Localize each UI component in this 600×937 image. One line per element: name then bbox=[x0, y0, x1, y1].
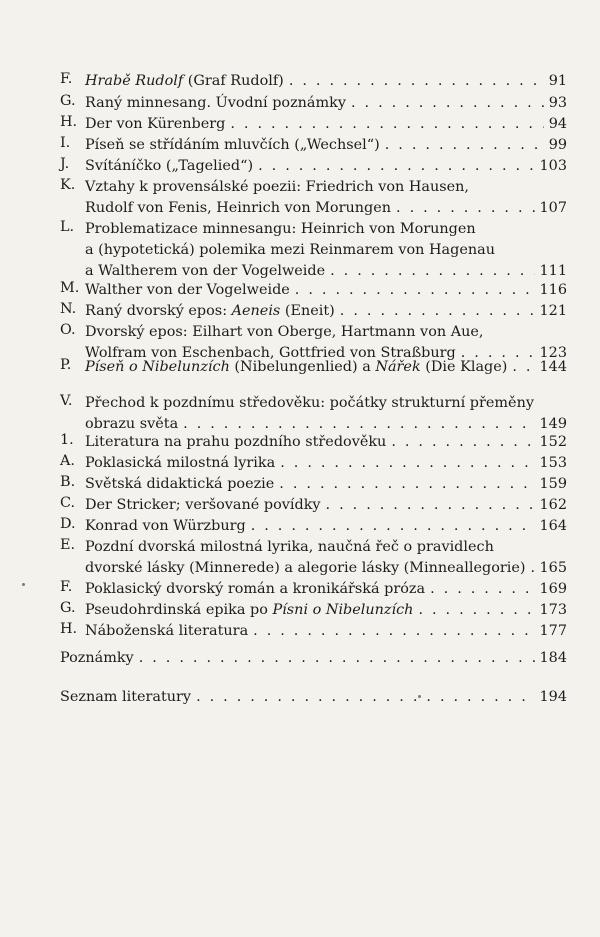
title-part: Pseudohrdinská epika po bbox=[85, 602, 273, 618]
entry-title-line-leader bbox=[85, 621, 567, 642]
title-part: Walther von der Vogelweide bbox=[85, 282, 290, 298]
page-number: 162 bbox=[539, 497, 567, 513]
entry-letter: O. bbox=[60, 322, 76, 338]
entry-letter: J. bbox=[60, 156, 70, 172]
title-part: Pozdní dvorská milostná lyrika, naučná řeč o pravidlech bbox=[85, 539, 494, 555]
toc-entry[interactable] bbox=[60, 71, 567, 92]
entry-body bbox=[85, 301, 567, 322]
entry-body bbox=[85, 474, 567, 495]
entry-title-line-leader bbox=[85, 114, 567, 135]
entry-letter: C. bbox=[60, 495, 76, 511]
entry-letter: I. bbox=[60, 135, 71, 151]
entry-title-line-leader bbox=[85, 357, 567, 378]
title-part: a (hypotetická) polemika mezi Reinmarem von Hagenau bbox=[85, 242, 495, 258]
dot-leader bbox=[295, 280, 535, 301]
entry-title-line-leader bbox=[85, 453, 567, 474]
dot-leader bbox=[258, 156, 534, 177]
title-part: a Waltherem von der Vogelweide bbox=[85, 263, 326, 279]
entry-letter: H. bbox=[60, 621, 78, 637]
entry-body bbox=[85, 453, 567, 474]
entry-title-line-leader bbox=[85, 600, 567, 621]
page-number: 184 bbox=[539, 650, 567, 666]
page-number: 107 bbox=[539, 200, 567, 216]
dot-leader bbox=[251, 516, 535, 537]
entry-title-line-leader bbox=[85, 93, 567, 114]
entry-title-line bbox=[85, 537, 567, 558]
page-number: 177 bbox=[539, 623, 567, 639]
page-number: 103 bbox=[539, 158, 567, 174]
entry-title bbox=[85, 495, 321, 516]
entry-title-line-leader bbox=[85, 71, 567, 92]
page-number: 116 bbox=[539, 282, 567, 298]
entry-title-line-leader bbox=[85, 198, 567, 219]
dot-leader bbox=[279, 474, 534, 495]
entry-title-line-leader bbox=[85, 579, 567, 600]
title-part: Der Stricker; veršované povídky bbox=[85, 497, 321, 513]
entry-body bbox=[85, 280, 567, 301]
entry-body bbox=[85, 516, 567, 537]
toc-entry[interactable] bbox=[60, 453, 567, 474]
entry-title-line-leader bbox=[85, 495, 567, 516]
entry-body bbox=[85, 495, 567, 516]
toc-extra-entry[interactable] bbox=[60, 687, 567, 708]
title-part: dvorské lásky (Minnerede) a alegorie lásky (Minneallegorie) bbox=[85, 560, 526, 576]
page-number: 152 bbox=[539, 434, 567, 450]
entry-title-line-leader bbox=[85, 156, 567, 177]
title-part: Problematizace minnesangu: Heinrich von Morungen bbox=[85, 221, 476, 237]
dot-leader bbox=[340, 301, 535, 322]
entry-title-line-leader bbox=[85, 432, 567, 453]
toc-entry[interactable] bbox=[60, 495, 567, 516]
entry-title bbox=[85, 357, 507, 378]
dot-leader bbox=[326, 495, 535, 516]
entry-title bbox=[85, 600, 413, 621]
page-number: 99 bbox=[548, 137, 567, 153]
entry-body bbox=[85, 135, 567, 156]
entry-body bbox=[85, 537, 567, 579]
entry-body bbox=[85, 393, 567, 435]
title-part: Poklasická milostná lyrika bbox=[85, 455, 276, 471]
toc-entry[interactable] bbox=[60, 432, 567, 453]
entry-title: Seznam literatury bbox=[60, 689, 192, 705]
entry-title bbox=[85, 558, 525, 579]
dot-leader bbox=[418, 600, 534, 621]
dot-leader bbox=[280, 453, 534, 474]
entry-title bbox=[85, 71, 284, 92]
entry-body bbox=[85, 219, 567, 282]
dot-leader bbox=[230, 114, 543, 135]
dot-leader bbox=[139, 648, 535, 669]
title-part: (Die Klage) bbox=[420, 359, 508, 375]
entry-title-line bbox=[85, 240, 567, 261]
toc-entry[interactable] bbox=[60, 114, 567, 135]
title-part: Konrad von Würzburg bbox=[85, 518, 246, 534]
entry-letter: E. bbox=[60, 537, 76, 553]
dot-leader bbox=[253, 621, 534, 642]
page-number: 123 bbox=[539, 345, 567, 361]
entry-title bbox=[85, 280, 290, 301]
title-part: Raný minnesang. Úvodní poznámky bbox=[85, 95, 346, 111]
entry-title bbox=[85, 395, 534, 411]
page-number: 94 bbox=[548, 116, 567, 132]
entry-body bbox=[85, 114, 567, 135]
title-part: Píseň se střídáním mluvčích („Wechsel“) bbox=[85, 137, 380, 153]
entry-title-line bbox=[85, 393, 567, 414]
page-number: 173 bbox=[539, 602, 567, 618]
page-number: 91 bbox=[548, 73, 567, 89]
entry-body bbox=[85, 600, 567, 621]
entry-letter: G. bbox=[60, 93, 76, 109]
toc-entry[interactable] bbox=[60, 177, 567, 219]
entry-body bbox=[85, 357, 567, 378]
dot-leader bbox=[512, 357, 534, 378]
entry-title-line-leader bbox=[85, 558, 567, 579]
page-number: 111 bbox=[539, 263, 567, 279]
toc-entry[interactable] bbox=[60, 219, 567, 282]
page-number: 169 bbox=[539, 581, 567, 597]
entry-title: Poznámky bbox=[60, 650, 134, 666]
entry-letter: M. bbox=[60, 280, 80, 296]
toc-entry[interactable] bbox=[60, 280, 567, 301]
page-number: 149 bbox=[539, 416, 567, 432]
title-part: (Graf Rudolf) bbox=[183, 73, 284, 89]
title-part: Wolfram von Eschenbach, Gottfried von Straßburg bbox=[85, 345, 456, 361]
page-number: 164 bbox=[539, 518, 567, 534]
page-number: 93 bbox=[548, 95, 567, 111]
dot-leader bbox=[330, 261, 534, 282]
title-part: Rudolf von Fenis, Heinrich von Morungen bbox=[85, 200, 392, 216]
toc-entry[interactable] bbox=[60, 156, 567, 177]
toc-entry[interactable] bbox=[60, 579, 567, 600]
entry-title bbox=[85, 221, 476, 237]
title-part: Dvorský epos: Eilhart von Oberge, Hartmann von Aue, bbox=[85, 324, 484, 340]
dot-leader bbox=[530, 558, 534, 579]
entry-title bbox=[85, 242, 495, 258]
entry-letter: D. bbox=[60, 516, 76, 532]
page-number: 159 bbox=[539, 476, 567, 492]
title-part: Světská didaktická poezie bbox=[85, 476, 275, 492]
title-part: Vztahy k provensálské poezii: Friedrich von Hausen, bbox=[85, 179, 469, 195]
entry-title bbox=[85, 474, 274, 495]
title-part: Poklasický dvorský román a kronikářská próza bbox=[85, 581, 426, 597]
entry-title bbox=[85, 539, 494, 555]
toc-entry[interactable] bbox=[60, 357, 567, 378]
toc-entry[interactable] bbox=[60, 621, 567, 642]
toc-entry[interactable] bbox=[60, 393, 567, 435]
title-part: Aeneis bbox=[231, 303, 281, 319]
entry-body bbox=[85, 156, 567, 177]
entry-title bbox=[85, 93, 346, 114]
entry-letter: F. bbox=[60, 579, 73, 595]
title-part: Nářek bbox=[375, 359, 421, 375]
entry-letter: K. bbox=[60, 177, 76, 193]
title-part: Literatura na prahu pozdního středověku bbox=[85, 434, 387, 450]
toc-entry[interactable] bbox=[60, 600, 567, 621]
entry-letter: V. bbox=[60, 393, 73, 409]
entry-letter: B. bbox=[60, 474, 76, 490]
title-part: Raný dvorský epos: bbox=[85, 303, 232, 319]
entry-title-line-leader bbox=[85, 474, 567, 495]
title-part: obrazu světa bbox=[85, 416, 179, 432]
entry-title bbox=[85, 179, 469, 195]
title-part: Der von Kürenberg bbox=[85, 116, 226, 132]
title-part: Přechod k pozdnímu středověku: počátky strukturní přeměny bbox=[85, 395, 534, 411]
dot-leader bbox=[396, 198, 535, 219]
entry-title-line-leader bbox=[85, 261, 567, 282]
page-number: 194 bbox=[539, 689, 567, 705]
entry-title bbox=[85, 135, 380, 156]
entry-title bbox=[85, 114, 225, 135]
page-number: 121 bbox=[539, 303, 567, 319]
toc-entry[interactable] bbox=[60, 516, 567, 537]
entry-body bbox=[85, 432, 567, 453]
entry-title-line-leader bbox=[85, 516, 567, 537]
entry-title bbox=[85, 324, 483, 340]
title-part: (Eneit) bbox=[280, 303, 335, 319]
toc-entry[interactable] bbox=[60, 474, 567, 495]
toc-entry[interactable] bbox=[60, 301, 567, 322]
title-part: Hrabě Rudolf bbox=[85, 73, 184, 89]
entry-letter: 1. bbox=[60, 432, 74, 448]
dot-leader bbox=[385, 135, 544, 156]
entry-letter: F. bbox=[60, 71, 73, 87]
dot-leader bbox=[196, 687, 534, 708]
entry-title bbox=[85, 432, 386, 453]
entry-title-line-leader bbox=[85, 135, 567, 156]
entry-title bbox=[85, 198, 391, 219]
dot-leader bbox=[391, 432, 534, 453]
title-part: (Nibelungenlied) a bbox=[229, 359, 376, 375]
entry-title bbox=[85, 156, 253, 177]
entry-letter: A. bbox=[60, 453, 75, 469]
entry-title-line bbox=[85, 322, 567, 343]
entry-title-line bbox=[85, 177, 567, 198]
toc-entry[interactable] bbox=[60, 537, 567, 579]
toc-extra-entry[interactable] bbox=[60, 648, 567, 669]
entry-body bbox=[85, 621, 567, 642]
page-speck bbox=[22, 583, 25, 586]
page-speck bbox=[418, 695, 421, 698]
entry-title bbox=[85, 516, 246, 537]
title-part: Náboženská literatura bbox=[85, 623, 249, 639]
entry-title bbox=[85, 621, 248, 642]
dot-leader bbox=[430, 579, 534, 600]
page-number: 165 bbox=[539, 560, 567, 576]
toc-entry[interactable] bbox=[60, 93, 567, 114]
entry-body bbox=[85, 579, 567, 600]
entry-letter: H. bbox=[60, 114, 78, 130]
entry-letter: P. bbox=[60, 357, 72, 373]
entry-title bbox=[85, 579, 425, 600]
entry-title bbox=[85, 453, 275, 474]
entry-body bbox=[85, 93, 567, 114]
entry-title-line bbox=[85, 219, 567, 240]
entry-letter: G. bbox=[60, 600, 76, 616]
dot-leader bbox=[289, 71, 544, 92]
dot-leader bbox=[351, 93, 544, 114]
entry-letter: L. bbox=[60, 219, 75, 235]
page-number: 153 bbox=[539, 455, 567, 471]
title-part: Svítáníčko („Tagelied“) bbox=[85, 158, 254, 174]
page-number: 144 bbox=[539, 359, 567, 375]
entry-letter: N. bbox=[60, 301, 77, 317]
entry-title-line-leader bbox=[85, 280, 567, 301]
entry-body bbox=[85, 177, 567, 219]
title-part: Písni o Nibelunzích bbox=[272, 602, 414, 618]
title-part: Píseň o Nibelunzích bbox=[85, 359, 230, 375]
entry-title-line-leader bbox=[85, 301, 567, 322]
entry-title bbox=[85, 301, 335, 322]
toc-entry[interactable] bbox=[60, 135, 567, 156]
entry-body bbox=[85, 71, 567, 92]
entry-title bbox=[85, 261, 325, 282]
